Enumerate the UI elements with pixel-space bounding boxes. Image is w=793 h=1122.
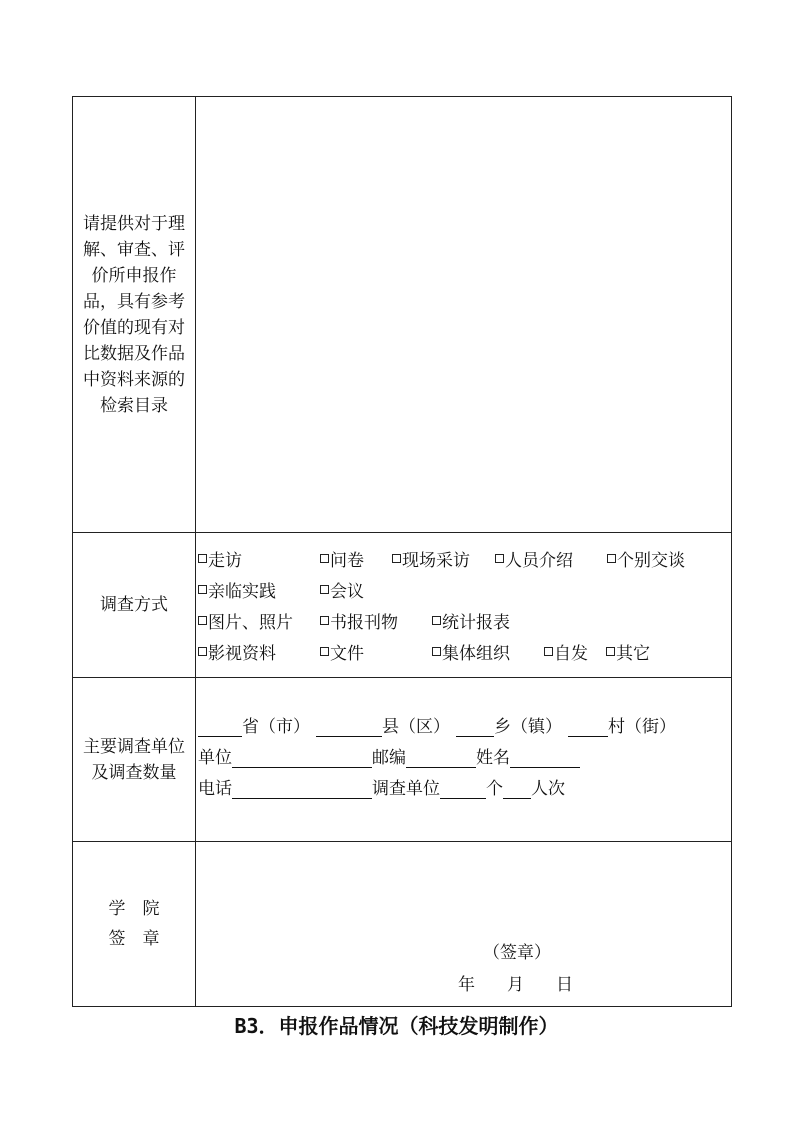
option-collective[interactable]: [432, 639, 544, 664]
postcode-blank[interactable]: [406, 747, 476, 768]
option-label: 个别交谈: [617, 551, 685, 571]
college-seal-row: [73, 842, 732, 1007]
option-row: [196, 574, 731, 605]
label-line: 签 章: [108, 929, 160, 949]
option-practice[interactable]: [198, 577, 320, 602]
address-line: [196, 706, 731, 737]
option-referral[interactable]: [495, 546, 607, 571]
phone-line: [196, 768, 731, 799]
option-label: 影视资料: [208, 644, 276, 664]
label-line: 学 院: [108, 899, 160, 919]
year-label: 年: [458, 975, 475, 995]
option-label: 其它: [616, 644, 650, 664]
college-seal-area[interactable]: [196, 842, 732, 1007]
option-visit[interactable]: [198, 546, 320, 571]
form-table: [72, 96, 732, 1007]
option-meeting[interactable]: [320, 577, 364, 602]
section-heading: B3．申报作品情况（科技发明制作）: [234, 1014, 559, 1038]
province-blank[interactable]: [198, 716, 242, 737]
phone-blank[interactable]: [232, 778, 372, 799]
option-row: [196, 605, 731, 636]
label-line: 检索目录: [100, 395, 168, 416]
checkbox-icon[interactable]: [607, 554, 616, 563]
checkbox-icon[interactable]: [198, 647, 207, 656]
option-label: 走访: [208, 551, 242, 571]
field-label: 单位: [198, 748, 232, 768]
field-label: 村（街）: [608, 717, 676, 737]
day-label: 日: [556, 975, 573, 995]
label-line: 价值的现有对: [83, 317, 185, 338]
unit-line: [196, 737, 731, 768]
village-blank[interactable]: [568, 716, 608, 737]
checkbox-icon[interactable]: [320, 554, 329, 563]
field-label: 省（市）: [242, 717, 310, 737]
label-line: 及调查数量: [91, 762, 177, 783]
checkbox-icon[interactable]: [544, 647, 553, 656]
checkbox-icon[interactable]: [320, 616, 329, 625]
option-documents[interactable]: [320, 639, 432, 664]
label-line: 中资料来源的: [83, 369, 185, 390]
field-label: 个: [486, 779, 503, 799]
option-row: [196, 543, 731, 574]
references-input-area[interactable]: [196, 97, 732, 533]
option-label: 会议: [330, 582, 364, 602]
name-blank[interactable]: [510, 747, 580, 768]
seal-date: [458, 970, 573, 995]
option-photos[interactable]: [198, 608, 320, 633]
survey-units-fields: [196, 678, 732, 842]
label-line: 解、审查、评: [83, 239, 185, 260]
label-line: 价所申报作: [91, 265, 177, 286]
checkbox-icon[interactable]: [432, 616, 441, 625]
option-onsite-interview[interactable]: [392, 546, 495, 571]
survey-method-options: [196, 533, 732, 678]
option-statistics[interactable]: [432, 608, 510, 633]
option-label: 现场采访: [402, 551, 470, 571]
person-count-blank[interactable]: [503, 778, 531, 799]
option-other[interactable]: [606, 639, 650, 664]
checkbox-icon[interactable]: [198, 554, 207, 563]
field-label: 人次: [531, 779, 565, 799]
option-video[interactable]: [198, 639, 320, 664]
references-label: [73, 97, 196, 533]
survey-method-label: 调查方式: [73, 533, 196, 678]
field-label: 乡（镇）: [494, 717, 562, 737]
option-label: 亲临实践: [208, 582, 276, 602]
option-label: 集体组织: [442, 644, 510, 664]
checkbox-icon[interactable]: [432, 647, 441, 656]
option-label: 自发: [554, 644, 588, 664]
field-label: 姓名: [476, 748, 510, 768]
county-blank[interactable]: [316, 716, 382, 737]
option-row: [196, 636, 731, 667]
references-row: [73, 97, 732, 533]
seal-text: （签章）: [483, 943, 551, 963]
month-label: 月: [507, 975, 524, 995]
survey-method-row: [73, 533, 732, 678]
survey-units-label: [73, 678, 196, 842]
unit-blank[interactable]: [232, 747, 372, 768]
option-label: 问卷: [330, 551, 364, 571]
label-line: 品，具有参考: [83, 291, 185, 312]
option-spontaneous[interactable]: [544, 639, 606, 664]
field-label: 县（区）: [382, 717, 450, 737]
checkbox-icon[interactable]: [320, 647, 329, 656]
survey-units-row: [73, 678, 732, 842]
checkbox-icon[interactable]: [320, 585, 329, 594]
town-blank[interactable]: [456, 716, 494, 737]
option-label: 文件: [330, 644, 364, 664]
option-questionnaire[interactable]: [320, 546, 392, 571]
field-label: 调查单位: [372, 779, 440, 799]
checkbox-icon[interactable]: [198, 585, 207, 594]
field-label: 电话: [198, 779, 232, 799]
option-label: 书报刊物: [330, 613, 398, 633]
option-publications[interactable]: [320, 608, 432, 633]
field-label: 邮编: [372, 748, 406, 768]
label-line: 主要调查单位: [83, 736, 185, 757]
college-seal-label: [73, 842, 196, 1007]
label-line: 比数据及作品: [83, 343, 185, 364]
unit-count-blank[interactable]: [440, 778, 486, 799]
checkbox-icon[interactable]: [198, 616, 207, 625]
option-individual-talk[interactable]: [607, 546, 685, 571]
option-label: 图片、照片: [208, 613, 293, 633]
checkbox-icon[interactable]: [495, 554, 504, 563]
option-label: 人员介绍: [505, 551, 573, 571]
checkbox-icon[interactable]: [392, 554, 401, 563]
label-line: 请提供对于理: [83, 213, 185, 234]
checkbox-icon[interactable]: [606, 647, 615, 656]
option-label: 统计报表: [442, 613, 510, 633]
